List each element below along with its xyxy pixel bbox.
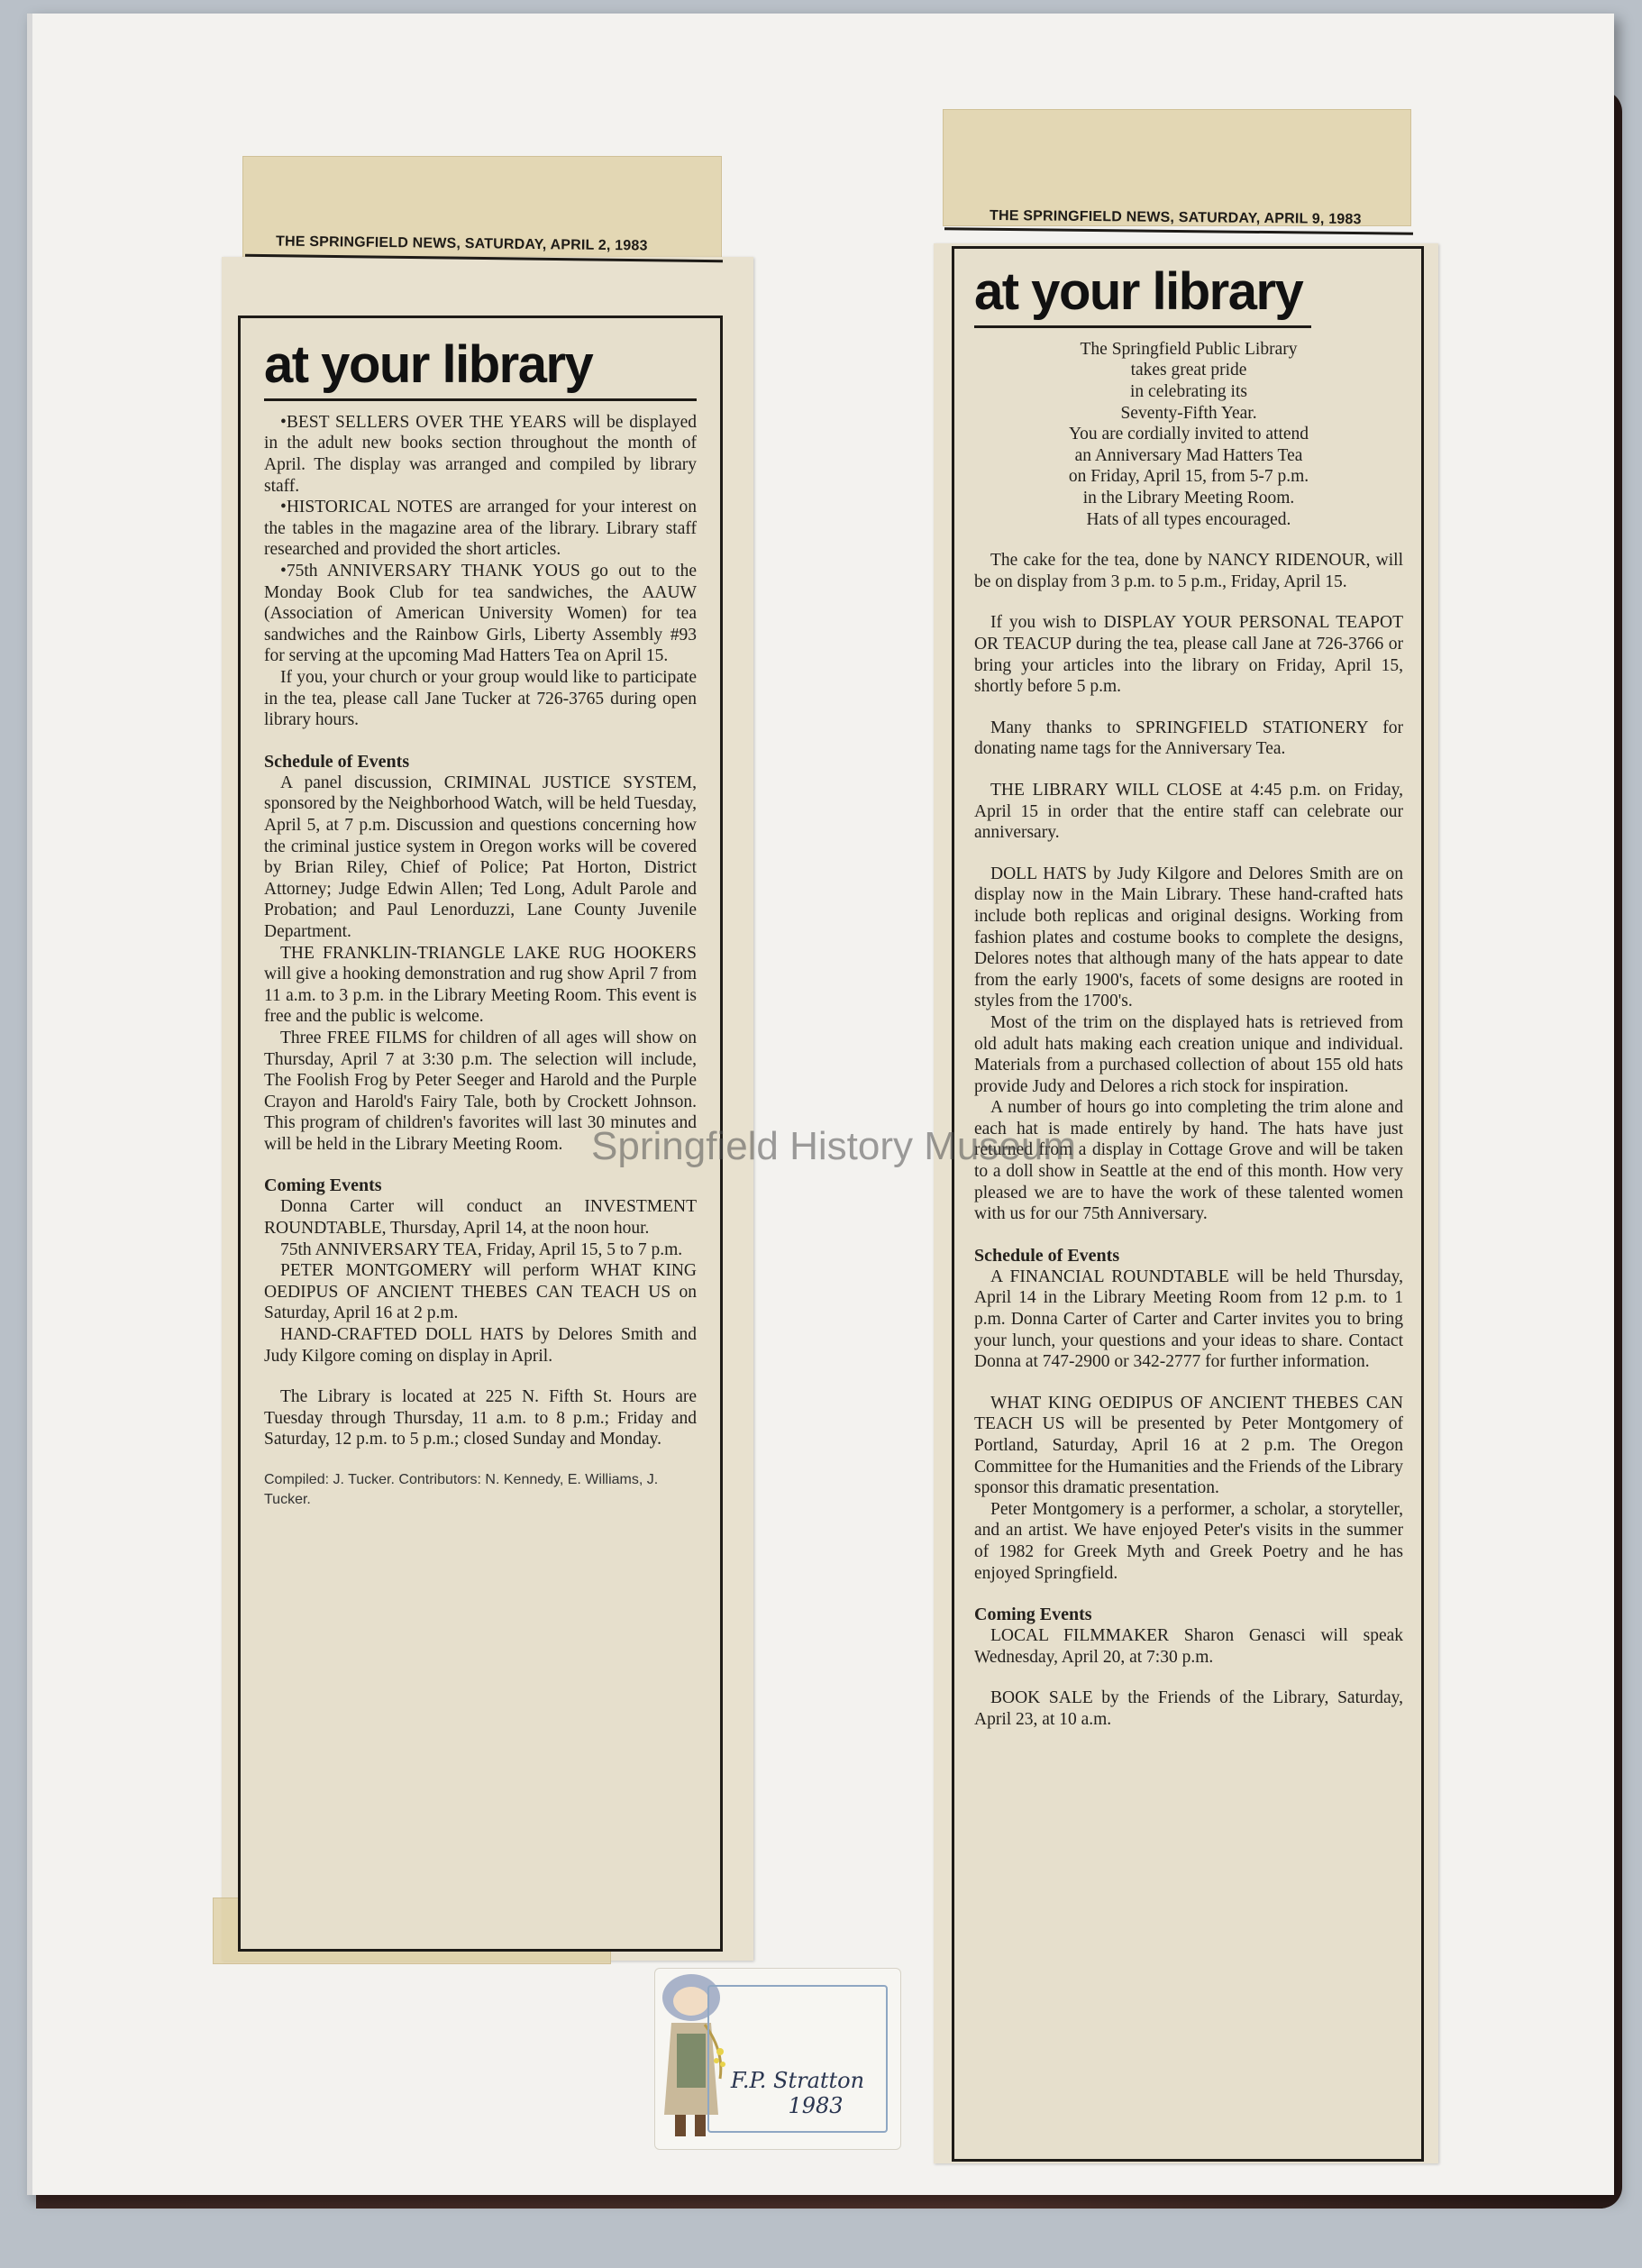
- left-headline: at your library: [264, 338, 697, 401]
- left-schedule-paragraph: A panel discussion, CRIMINAL JUSTICE SYSTEM, sponsored by the Neighborhood Watch, will be held Tuesday, April 5, at 7 p.m. Discussion and questions concerning how the criminal justice system in Oregon works will be covered by Brian Riley, Chief of Police; Pat Horton, District Attorney; Judge Edwin Allen; Ted Long, Adult Parole and Probation; and Paul Lenorduzzi, Lane County Juvenile Department.: [264, 773, 697, 941]
- oedipus-paragraph: Peter Montgomery is a performer, a scholar, a storyteller, and an artist. We have enjoyed Peter's visits in the summer of 1982 for Greek Myth and Greek Poetry and he has enjoyed Springfield.: [974, 1499, 1403, 1583]
- invitation-line: in the Library Meeting Room.: [1082, 489, 1295, 508]
- signature-year: 1983: [788, 2093, 844, 2118]
- right-coming-paragraph: LOCAL FILMMAKER Sharon Genasci will speak Wednesday, April 20, at 7:30 p.m.: [974, 1626, 1403, 1667]
- right-paragraph: THE LIBRARY WILL CLOSE at 4:45 p.m. on Friday, April 15 in order that the entire staff can celebrate our anniversary.: [974, 780, 1403, 843]
- right-paragraph: If you wish to DISPLAY YOUR PERSONAL TEAPOT OR TEACUP during the tea, please call Jane at 726-3766 or bring your articles into the library on Friday, April 15, shortly before 5 p.m.: [974, 613, 1403, 697]
- right-schedule-heading: Schedule of Events: [974, 1245, 1120, 1266]
- right-paragraph: The cake for the tea, done by NANCY RIDENOUR, will be on display from 3 p.m. to 5 p.m., Friday, April 15.: [974, 551, 1403, 591]
- left-paragraph: If you, your church or your group would like to participate in the tea, please call Jane Tucker at 726-3765 during open library hours.: [264, 668, 697, 730]
- invitation-line: in celebrating its: [1130, 382, 1247, 402]
- right-coming-paragraph: BOOK SALE by the Friends of the Library, Saturday, April 23, at 10 a.m.: [974, 1688, 1403, 1729]
- left-masthead: THE SPRINGFIELD NEWS, SATURDAY, APRIL 2, 1983: [275, 233, 648, 254]
- right-schedule-paragraph: A FINANCIAL ROUNDTABLE will be held Thursday, April 14 in the Library Meeting Room from 12 p.m. to 1 p.m. Donna Carter of Carter and Carter invites you to bring your lunch, your questions and your ideas to share. Contact Donna at 747-2900 or 342-2777 for further information.: [974, 1267, 1403, 1372]
- left-coming-paragraph: PETER MONTGOMERY will perform WHAT KING OEDIPUS OF ANCIENT THEBES CAN TEACH US on Saturday, April 16 at 2 p.m.: [264, 1261, 697, 1323]
- signature-name: F.P. Stratton: [730, 2068, 865, 2093]
- right-masthead-rule: [944, 227, 1413, 234]
- right-paragraph: Many thanks to SPRINGFIELD STATIONERY for donating name tags for the Anniversary Tea.: [974, 718, 1403, 759]
- left-paragraph: •HISTORICAL NOTES are arranged for your interest on the tables in the magazine area of the library. Library staff researched and provided the short articles.: [264, 498, 697, 560]
- scrapbook-page: [27, 14, 1614, 2195]
- left-coming-paragraph: HAND-CRAFTED DOLL HATS by Delores Smith and Judy Kilgore coming on display in April.: [264, 1325, 697, 1366]
- left-paragraph: •BEST SELLERS OVER THE YEARS will be displayed in the adult new books section throughout the month of April. The display was arranged and compiled by library staff.: [264, 412, 697, 496]
- invitation-line: Seventy-Fifth Year.: [1120, 403, 1257, 423]
- right-masthead: THE SPRINGFIELD NEWS, SATURDAY, APRIL 9, 1983: [989, 207, 1362, 228]
- doll-hats-paragraph: A number of hours go into completing the trim alone and each hat is made entirely by hand. The hats have just returned from a display in Cottage Grove and will be taken to a doll show in Seattle at the end of this month. How very pleased we are to have the work of these talented women with us for our 75th Anniversary.: [974, 1098, 1403, 1224]
- doll-hats-paragraph: DOLL HATS by Judy Kilgore and Delores Smith are on display now in the Main Library. These hand-crafted hats include both replicas and original designs. Working from fashion plates and costume books to complete the designs, Delores notes that although many of the hats appear to date from the early 1900's, facets of some designs are rooted in styles from the 1700's.: [974, 864, 1403, 1011]
- left-coming-heading: Coming Events: [264, 1175, 382, 1196]
- invitation-line: The Springfield Public Library: [1080, 339, 1298, 359]
- right-coming-heading: Coming Events: [974, 1605, 1092, 1625]
- left-credit-line: Compiled: J. Tucker. Contributors: N. Kennedy, E. Williams, J. Tucker.: [264, 1472, 659, 1508]
- invitation-line: takes great pride: [1130, 361, 1247, 380]
- invitation-line: an Anniversary Mad Hatters Tea: [1074, 445, 1303, 465]
- left-coming-paragraph: Donna Carter will conduct an INVESTMENT ROUNDTABLE, Thursday, April 14, at the noon hour.: [264, 1197, 697, 1239]
- left-paragraph: •75th ANNIVERSARY THANK YOUS go out to the Monday Book Club for tea sandwiches, the AAUW (Association of American University Women) for tea sandwiches and the Rainbow Girls, Liberty Assembly #93 for serving at the upcoming Mad Hatters Tea on April 15.: [264, 562, 697, 666]
- right-article-box: [952, 246, 1424, 2162]
- handwritten-signature: [716, 2068, 879, 2118]
- invitation-line: Hats of all types encouraged.: [1086, 509, 1291, 529]
- oedipus-paragraph: WHAT KING OEDIPUS OF ANCIENT THEBES CAN TEACH US will be presented by Peter Montgomery of Portland, Saturday, April 16 at 2 p.m. The Oregon Committee for the Humanities and the Friends of the Library sponsor this dramatic presentation.: [974, 1393, 1404, 1498]
- left-schedule-paragraph: Three FREE FILMS for children of all ages will show on Thursday, April 7 at 3:30 p.m. The selection will include, The Foolish Frog by Peter Seeger and Harold and the Purple Crayon and Harold's Fairy Tale, both by Crockett Johnson. This program of children's favorites will last 30 minutes and will be held in the Library Meeting Room.: [264, 1028, 697, 1154]
- name-sticker: [654, 1968, 901, 2150]
- invitation-line: You are cordially invited to attend: [1068, 425, 1309, 444]
- left-schedule-heading: Schedule of Events: [264, 751, 410, 772]
- doll-hats-paragraph: Most of the trim on the displayed hats is retrieved from old adult hats making each creation unique and individual. Materials from a purchased collection of about 155 old hats provide Judy and Delores a rich stock for inspiration.: [974, 1012, 1403, 1096]
- invitation-line: on Friday, April 15, from 5-7 p.m.: [1068, 467, 1309, 487]
- watermark-text: Springfield History Museum: [591, 1124, 1076, 1168]
- left-schedule-paragraph: THE FRANKLIN-TRIANGLE LAKE RUG HOOKERS will give a hooking demonstration and rug show April 7 from 11 a.m. to 3 p.m. in the Library Meeting Room. This event is free and the public is welcome.: [264, 943, 697, 1027]
- left-coming-paragraph: 75th ANNIVERSARY TEA, Friday, April 15, 5 to 7 p.m.: [280, 1239, 683, 1259]
- left-location-info: The Library is located at 225 N. Fifth St. Hours are Tuesday through Thursday, 11 a.m. to 8 p.m.; Friday and Saturday, 12 p.m. to 5 p.m.; closed Sunday and Monday.: [264, 1387, 697, 1450]
- right-headline: at your library: [974, 265, 1311, 328]
